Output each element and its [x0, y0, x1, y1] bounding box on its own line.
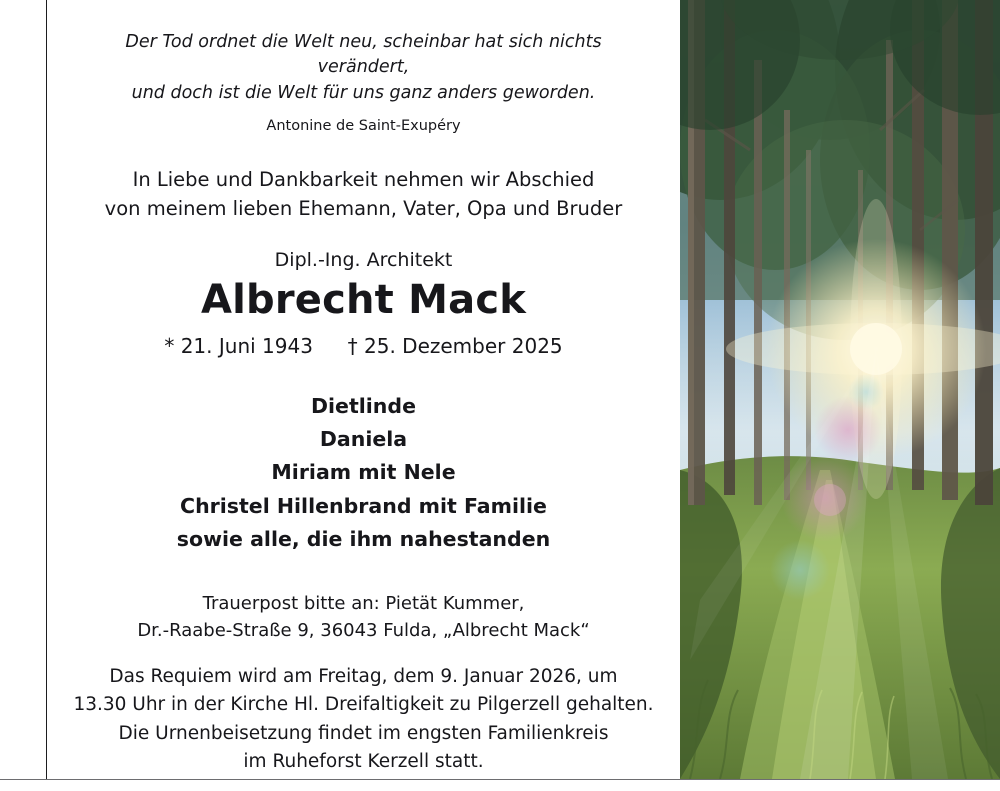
service-line-4: im Ruheforst Kerzell statt. [243, 750, 484, 772]
list-item: sowie alle, die ihm nahestanden [176, 527, 551, 552]
quote-line-2: und doch ist die Welt für uns ganz anders geworden. [131, 82, 596, 103]
birth-date: * 21. Juni 1943 [164, 333, 313, 358]
deceased-name: Albrecht Mack [200, 276, 527, 323]
list-item: Daniela [319, 427, 408, 452]
service-line-2: 13.30 Uhr in der Kirche Hl. Dreifaltigkeit zu Pilgerzell gehalten. [73, 694, 654, 716]
intro-line-1: In Liebe und Dankbarkeit nehmen wir Abschied [132, 168, 595, 192]
profession-title: Dipl.-Ing. Architekt [274, 248, 453, 271]
obituary-notice [47, 0, 680, 779]
quote-line-1: Der Tod ordnet die Welt neu, scheinbar hat sich nichts verändert, [125, 32, 602, 78]
quote-block [47, 30, 680, 106]
survivors-list [47, 390, 680, 557]
intro-block [47, 165, 680, 224]
forest-photo-graphic [680, 0, 1000, 779]
list-item: Dietlinde [311, 393, 416, 418]
list-item: Christel Hillenbrand mit Familie [180, 493, 547, 518]
service-line-3: Die Urnenbeisetzung findet im engsten Familienkreis [118, 722, 609, 744]
condolence-address-block [47, 590, 680, 645]
quote-author: Antonine de Saint-Exupéry [266, 118, 461, 135]
postal-line-2: Dr.-Raabe-Straße 9, 36043 Fulda, „Albrecht Mack“ [137, 620, 590, 642]
service-line-1: Das Requiem wird am Freitag, dem 9. Januar 2026, um [109, 666, 618, 688]
list-item: Miriam mit Nele [271, 460, 456, 485]
page-border-bottom [0, 779, 1000, 780]
forest-path-sunlight-photo [680, 0, 1000, 779]
life-dates [47, 334, 680, 358]
death-date: † 25. Dezember 2025 [347, 333, 563, 358]
postal-line-1: Trauerpost bitte an: Pietät Kummer, [202, 592, 525, 614]
service-details-block [47, 663, 680, 775]
intro-line-2: von meinem lieben Ehemann, Vater, Opa und Bruder [104, 197, 623, 221]
